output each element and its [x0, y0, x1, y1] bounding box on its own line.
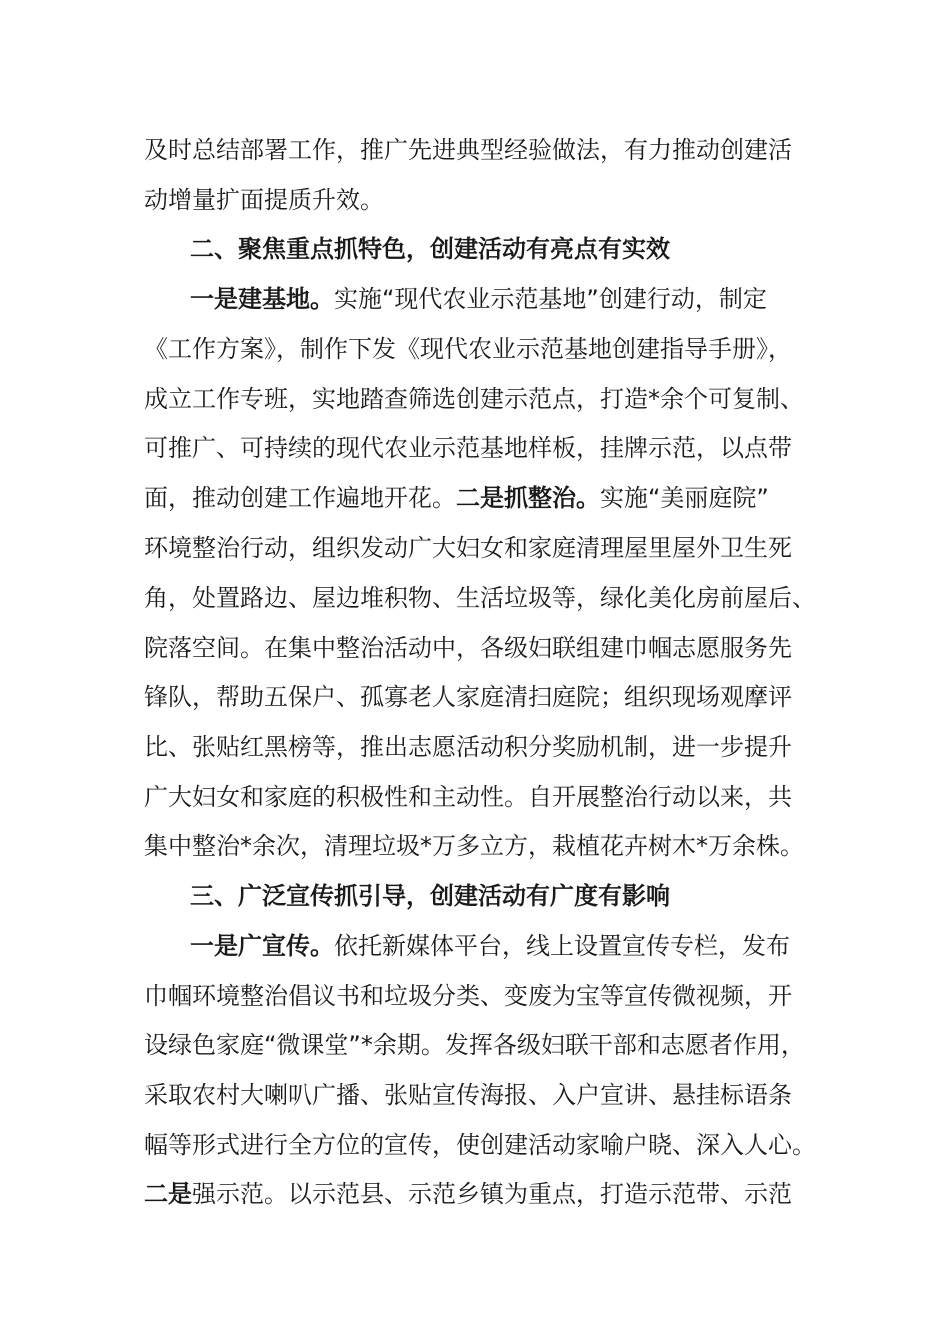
body-line: 院落空间。在集中整治活动中，各级妇联组建巾帼志愿服务先 — [144, 634, 792, 662]
inline-text: 面，推动创建工作遍地开花。 — [144, 484, 456, 512]
body-line: 及时总结部署工作，推广先进典型经验做法，有力推动创建活 — [144, 136, 792, 164]
body-line — [190, 279, 767, 319]
body-line: 可推广、可持续的现代农业示范基地样板，挂牌示范，以点带 — [144, 434, 792, 462]
body-line: 角，处置路边、屋边堆积物、生活垃圾等，绿化美化房前屋后、 — [144, 584, 816, 612]
body-line: 幅等形式进行全方位的宣传，使创建活动家喻户晓、深入人心。 — [144, 1131, 816, 1159]
body-line — [190, 926, 790, 966]
body-line: 锋队，帮助五保户、孤寡老人家庭清扫庭院；组织现场观摩评 — [144, 683, 792, 711]
body-line: 环境整治行动，组织发动广大妇女和家庭清理屋里屋外卫生死 — [144, 534, 792, 562]
body-line: 比、张贴红黑榜等，推出志愿活动积分奖励机制，进一步提升 — [144, 733, 792, 761]
body-line: 设绿色家庭“微课堂”*余期。发挥各级妇联干部和志愿者作用， — [144, 1031, 805, 1059]
body-line: 巾帼环境整治倡议书和垃圾分类、变废为宝等宣传微视频，开 — [144, 982, 792, 1010]
body-line: 动增量扩面提质升效。 — [144, 186, 384, 214]
inline-text: 实施“现代农业示范基地”创建行动，制定 — [334, 285, 767, 313]
inline-text: 依托新媒体平台，线上设置宣传专栏，发布 — [334, 932, 790, 960]
inline-text: 实施“美丽庭院” — [600, 484, 769, 512]
body-line: 《工作方案》，制作下发《现代农业示范基地创建指导手册》， — [144, 335, 792, 363]
inline-bold-lead: 二是抓整治。 — [456, 484, 600, 512]
inline-bold-lead: 二是 — [144, 1180, 192, 1208]
body-line — [144, 478, 769, 518]
body-line: 采取农村大喇叭广播、张贴宣传海报、入户宣讲、悬挂标语条 — [144, 1081, 792, 1109]
body-line: 广大妇女和家庭的积极性和主动性。自开展整治行动以来，共 — [144, 783, 792, 811]
inline-text: 强示范。以示范县、示范乡镇为重点，打造示范带、示范 — [192, 1180, 792, 1208]
inline-bold-lead: 一是建基地。 — [190, 285, 334, 313]
body-line — [144, 1174, 792, 1214]
section-heading-3: 三、广泛宣传抓引导，创建活动有广度有影响 — [190, 882, 670, 910]
inline-bold-lead: 一是广宣传。 — [190, 932, 334, 960]
section-heading-2: 二、聚焦重点抓特色，创建活动有亮点有实效 — [190, 235, 670, 263]
body-line: 成立工作专班，实地踏查筛选创建示范点，打造*余个可复制、 — [144, 385, 804, 413]
body-line: 集中整治*余次，清理垃圾*万多立方，栽植花卉树木*万余株。 — [144, 832, 804, 860]
